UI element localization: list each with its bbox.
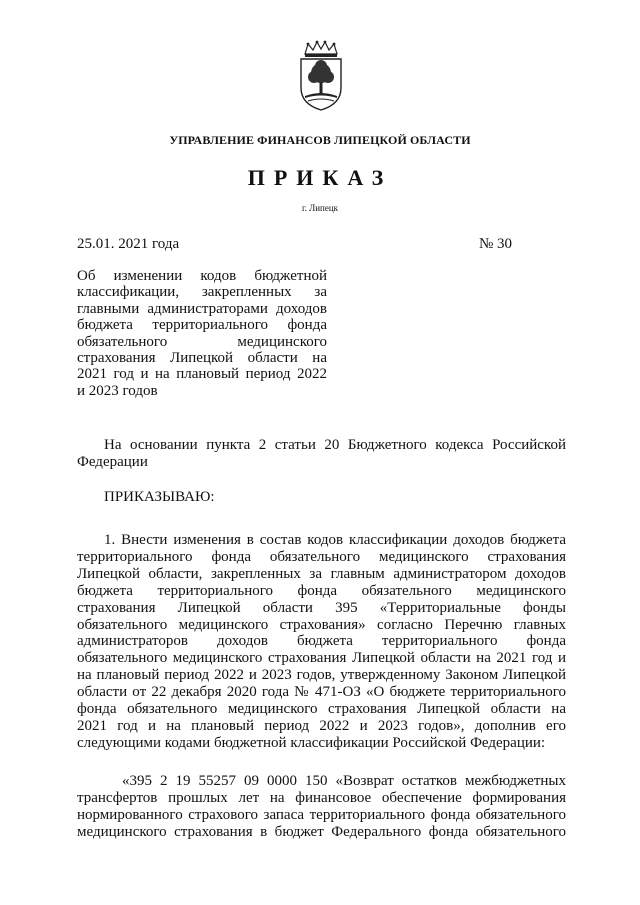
basis-paragraph <box>77 437 566 471</box>
item-1-line: обязательного медицинского страхования» согласно Перечню главных <box>77 616 566 633</box>
coat-of-arms-emblem <box>296 40 346 112</box>
subject-line: страхования Липецкой области на <box>77 350 327 367</box>
code-line: трансфертов прошлых лет на финансовое обеспечение формирования <box>77 789 566 806</box>
subject-line: классификации, закрепленных за <box>77 284 327 301</box>
code-paragraph <box>77 773 566 841</box>
subject-line: и 2023 годов <box>77 382 158 399</box>
basis-line: На основании пункта 2 статьи 20 Бюджетного кодекса Российской <box>104 437 566 453</box>
item-1-line: страхования Липецкой области 395 «Территориальные фонды <box>77 599 566 616</box>
item-1-line: обязательного медицинского страхования Липецкой области на 2021 год и <box>77 650 566 667</box>
item-1-line: области от 22 декабря 2020 года № 471-ОЗ «О бюджете территориального <box>77 684 566 701</box>
item-1-line: следующими кодами бюджетной классификации Российской Федерации: <box>77 734 546 751</box>
order-date: 25.01. 2021 года <box>77 236 180 252</box>
item-1-line: 1. Внести изменения в состав кодов классификации доходов бюджета <box>104 532 566 548</box>
subject-line: 2021 год и на плановый период 2022 <box>77 366 327 383</box>
basis-line: Федерации <box>77 453 148 470</box>
item-1-line: территориального фонда обязательного медицинского страхования <box>77 548 566 565</box>
code-line: нормированного страхового запаса территориального фонда обязательного <box>77 806 566 823</box>
organization-name: УПРАВЛЕНИЕ ФИНАНСОВ ЛИПЕЦКОЙ ОБЛАСТИ <box>169 133 471 147</box>
decree-heading <box>77 489 566 506</box>
subject-line: обязательного медицинского <box>77 333 327 350</box>
item-1-line: 2021 год и на плановый период 2022 и 2023 годов», дополнив его <box>77 717 566 734</box>
document-type-title: ПРИКАЗ <box>247 165 393 190</box>
item-1-line: на плановый период 2022 и 2023 годов, утвержденному Законом Липецкой <box>77 667 566 684</box>
item-1-paragraph <box>77 532 566 752</box>
coat-of-arms-icon <box>296 40 346 112</box>
subject-line: бюджета территориального фонда <box>77 317 327 334</box>
order-number: № 30 <box>479 236 513 252</box>
code-line: медицинского страхования в бюджет Федерального фонда обязательного <box>77 823 566 840</box>
order-subject <box>77 268 327 399</box>
item-1-line: бюджета территориального фонда обязательного медицинского <box>77 582 566 599</box>
city-label: г. Липецк <box>301 203 339 213</box>
subject-line: главными администраторами доходов <box>77 300 327 317</box>
item-1-line: администраторов доходов бюджета территориального фонда <box>77 633 566 650</box>
decree-text: ПРИКАЗЫВАЮ: <box>104 489 215 505</box>
code-line: «395 2 19 55257 09 0000 150 «Возврат остатков межбюджетных <box>122 773 566 789</box>
subject-line: Об изменении кодов бюджетной <box>77 268 327 284</box>
item-1-line: фонда обязательного медицинского страхования Липецкой области на <box>77 701 566 718</box>
item-1-line: Липецкой области, закрепленных за главным администратором доходов <box>77 565 566 582</box>
